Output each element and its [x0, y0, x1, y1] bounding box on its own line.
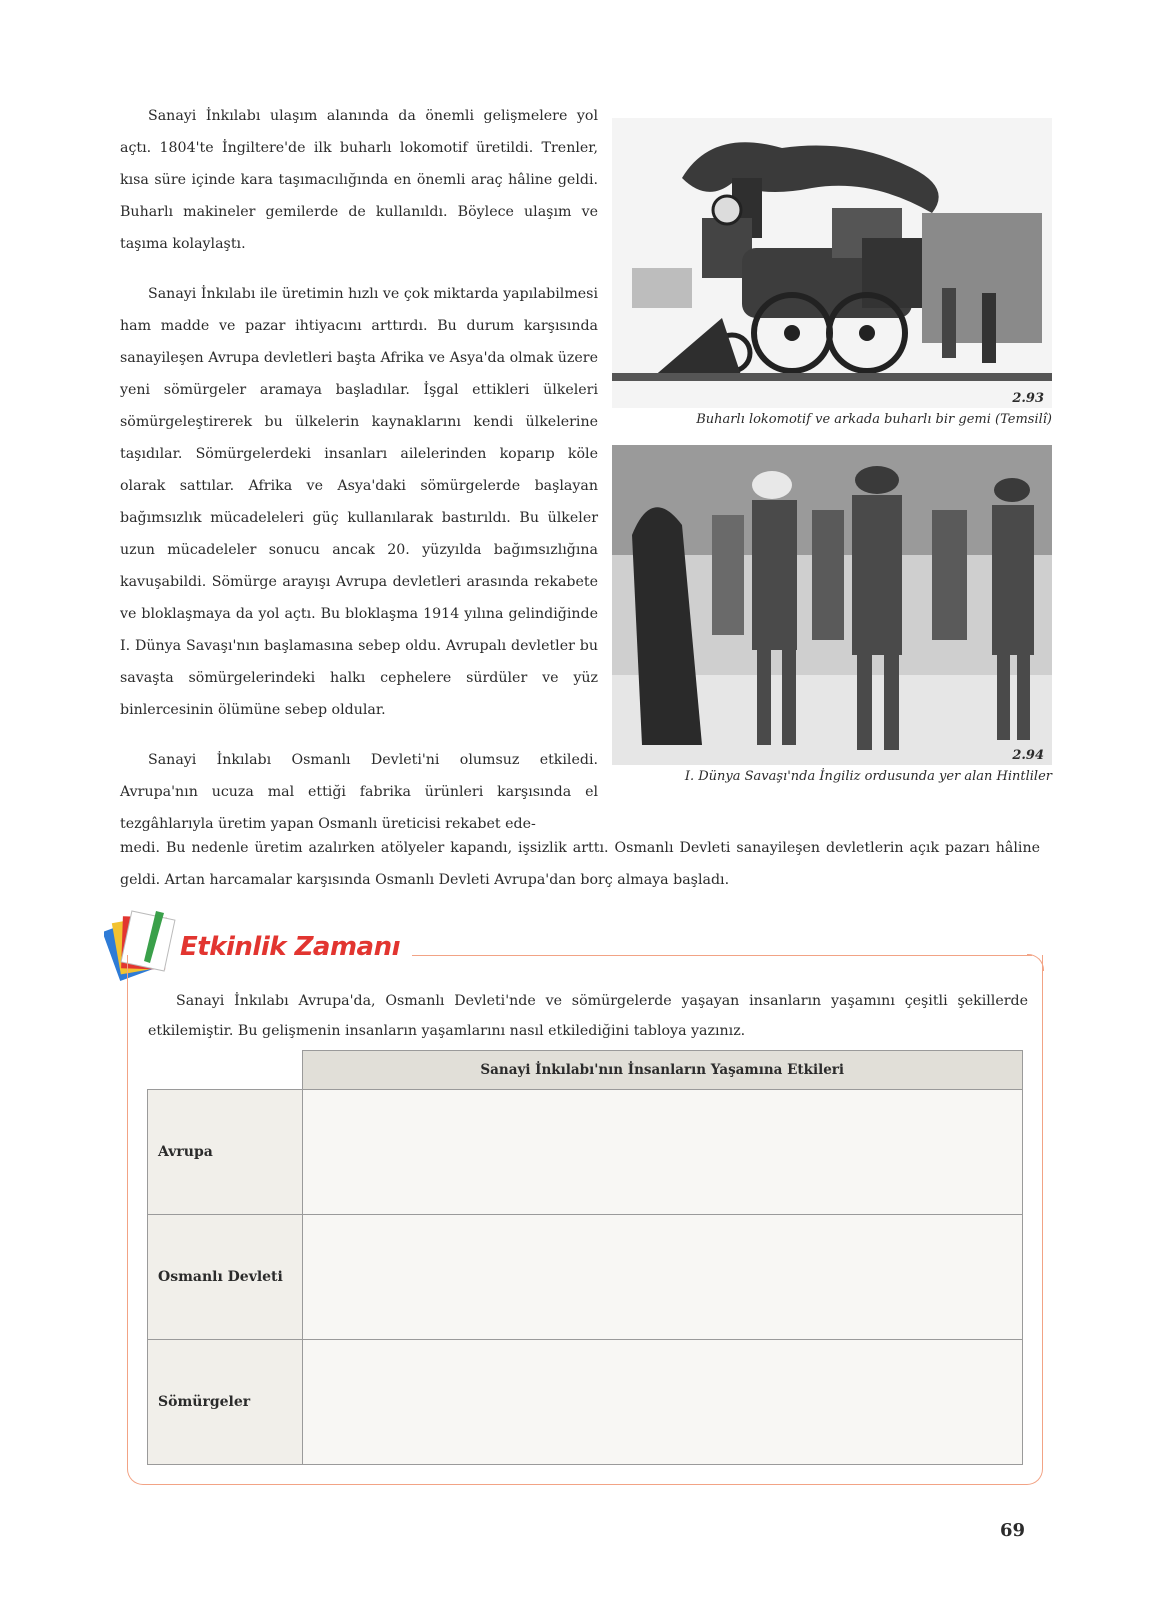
page-number: 69	[1000, 1520, 1026, 1541]
paragraph-ottoman: Sanayi İnkılabı Osmanlı Devleti'ni olumsuz etkiledi. Avrupa'nın ucuza mal ettiği fabrika ürünleri karşısında el tezgâhlarıyla üretim yapan Osmanlı üreticisi rekabet ede-	[120, 752, 598, 832]
row-label-colonies: Sömürgeler	[148, 1340, 303, 1465]
answer-cell-colonies[interactable]	[302, 1340, 1023, 1465]
left-text-column	[120, 100, 598, 858]
figure-locomotive	[612, 118, 1052, 427]
soldiers-photo	[612, 445, 1052, 765]
paragraph-transport: Sanayi İnkılabı ulaşım alanında da önemli gelişmelere yol açtı. 1804'te İngiltere'de ilk buharlı lokomotif üretildi. Trenler, kısa süre içinde kara taşımacılığında en önemli araç hâline geldi. Buharlı makineler gemilerde de kullanıldı. Böylece ulaşım ve taşıma kolaylaştı.	[120, 108, 598, 252]
row-label-ottoman: Osmanlı Devleti	[148, 1215, 303, 1340]
figure-caption: Buharlı lokomotif ve arkada buharlı bir gemi (Temsilî)	[696, 412, 1052, 427]
locomotive-illustration	[612, 118, 1052, 408]
figure-caption: I. Dünya Savaşı'nda İngiliz ordusunda yer alan Hintliler	[684, 769, 1052, 784]
figure-indian-soldiers	[612, 445, 1052, 784]
table-row	[148, 1340, 1023, 1465]
activity-instructions-block	[148, 986, 1028, 1046]
table-row	[148, 1090, 1023, 1215]
activity-title: Etkinlik Zamanı	[180, 932, 401, 962]
answer-cell-ottoman[interactable]	[302, 1215, 1023, 1340]
locomotive-image	[612, 118, 1052, 408]
full-width-text	[120, 832, 1040, 896]
figure-number: 2.93	[1012, 391, 1044, 406]
activity-instructions: Sanayi İnkılabı Avrupa'da, Osmanlı Devleti'nde ve sömürgelerde yaşayan insanların yaşamını çeşitli şekillerde etkilemiştir. Bu gelişmenin insanların yaşamlarını nasıl etkilediğini tabloya yazınız.	[148, 993, 1028, 1039]
table-header-row	[148, 1051, 1023, 1090]
answer-cell-europe[interactable]	[302, 1090, 1023, 1215]
effects-table	[147, 1050, 1023, 1465]
table-header: Sanayi İnkılabı'nın İnsanların Yaşamına Etkileri	[302, 1051, 1023, 1090]
table-row	[148, 1215, 1023, 1340]
empty-corner-cell	[148, 1051, 303, 1090]
figure-number: 2.94	[1012, 748, 1044, 763]
row-label-europe: Avrupa	[148, 1090, 303, 1215]
paragraph-colonialism: Sanayi İnkılabı ile üretimin hızlı ve çok miktarda yapılabilmesi ham madde ve pazar ihtiyacını arttırdı. Bu durum karşısında sanayileşen Avrupa devletleri başta Afrika ve Asya'da olmak üzere yeni sömürgeler aramaya başladılar. İşgal ettikleri ülkeleri sömürgeleştirerek bu ülkelerin kaynaklarını kendi ülkelerine taşıdılar. Sömürgelerdeki insanları ailelerinden koparıp köle olarak sattılar. Afrika ve Asya'daki sömürgelerde başlayan bağımsızlık mücadeleleri güç kullanılarak bastırıldı. Bu ülkeler uzun mücadeleler sonucu ancak 20. yüzyılda bağımsızlığına kavuşabildi. Sömürge arayışı Avrupa devletleri arasında rekabete ve bloklaşmaya da yol açtı. Bu bloklaşma 1914 yılına gelindiğinde I. Dünya Savaşı'nın başlamasına sebep oldu. Avrupalı devletler bu savaşta sömürgelerindeki halkı cephelere sürdüler ve yüz binlercesinin ölümüne sebep oldular.	[120, 286, 598, 718]
paragraph-ottoman-cont: medi. Bu nedenle üretim azalırken atölyeler kapandı, işsizlik arttı. Osmanlı Devleti sanayileşen devletlerin açık pazarı hâline geldi. Artan harcamalar karşısında Osmanlı Devleti Avrupa'dan borç almaya başladı.	[120, 840, 1040, 888]
soldiers-illustration	[612, 445, 1052, 765]
